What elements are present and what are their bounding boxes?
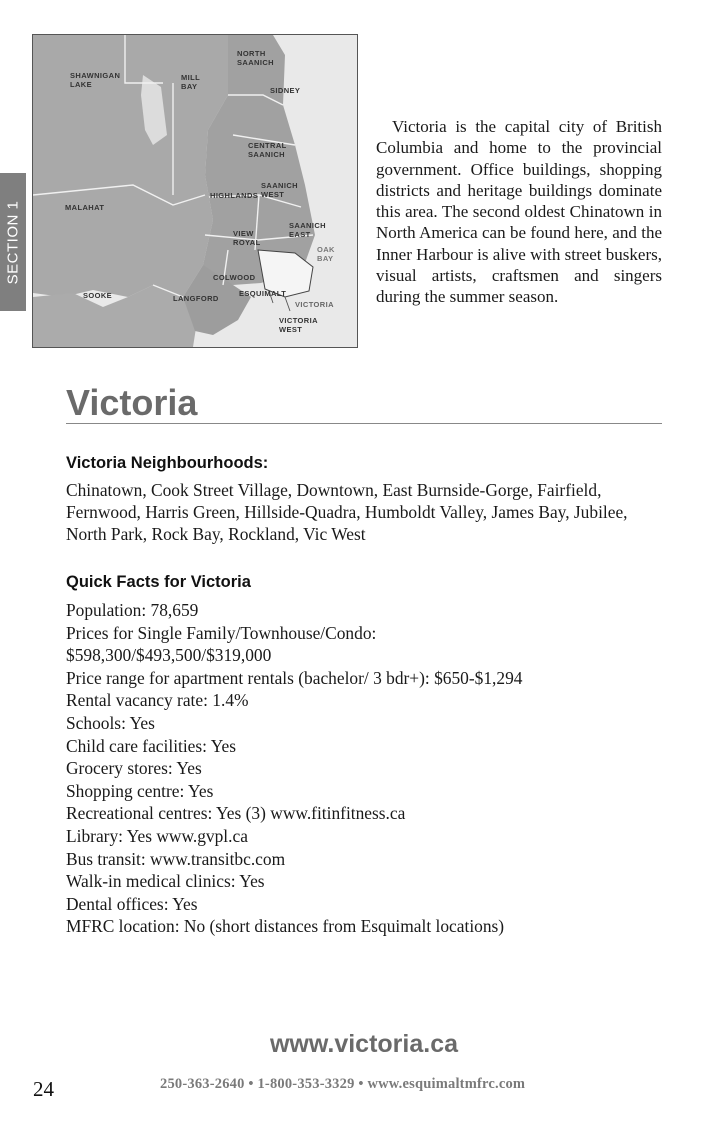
fact-item: Recreational centres: Yes (3) www.fitinfitness.ca <box>66 803 406 824</box>
fact-item: Price range for apartment rentals (bachelor/ 3 bdr+): $650-$1,294 <box>66 667 523 688</box>
fact-item: Shopping centre: Yes <box>66 780 214 801</box>
section-tab-label: SECTION 1 <box>4 200 22 284</box>
title-divider <box>66 423 662 424</box>
map-label-langford: LANGFORD <box>173 294 219 303</box>
map-label-view-royal: VIEW ROYAL <box>233 229 261 247</box>
website-link[interactable]: www.victoria.ca <box>269 1030 459 1058</box>
map-label-saanich-east: SAANICH EAST <box>289 221 326 239</box>
map-label-victoria-west: VICTORIA WEST <box>279 316 318 334</box>
map-label-highlands: HIGHLANDS <box>210 191 259 200</box>
map-label-sooke: SOOKE <box>83 291 113 300</box>
map-label-esquimalt: ESQUIMALT <box>239 289 287 298</box>
fact-item: Grocery stores: Yes <box>66 758 202 779</box>
fact-item: Bus transit: www.transitbc.com <box>66 848 286 869</box>
fact-item: Prices for Single Family/Townhouse/Condo: <box>66 622 377 643</box>
quick-facts-heading: Quick Facts for Victoria <box>66 573 251 591</box>
fact-item: Rental vacancy rate: 1.4% <box>66 690 249 711</box>
fact-item: $598,300/$493,500/$319,000 <box>66 645 272 666</box>
footer-contact: 250-363-2640 • 1-800-353-3329 • www.esquimaltmfrc.com <box>160 1076 526 1092</box>
fact-item: Library: Yes www.gvpl.ca <box>66 825 248 846</box>
quick-facts-list <box>66 599 666 938</box>
map-label-colwood: COLWOOD <box>213 273 256 282</box>
neighbourhoods-list: Chinatown, Cook Street Village, Downtown, East Burnside-Gorge, Fairfield, Fernwood, Harris Green, Hillside-Quadra, Humboldt Valley, James Bay, Jubilee, North Park, Rock Bay, Rockland, Vic West <box>66 480 628 544</box>
map-label-malahat: MALAHAT <box>65 203 105 212</box>
fact-item: Population: 78,659 <box>66 600 199 620</box>
region-map <box>32 34 358 348</box>
section-tab <box>0 173 26 311</box>
page-number: 24 <box>33 1077 54 1101</box>
map-label-north-saanich: NORTH SAANICH <box>237 49 274 67</box>
page-title: Victoria <box>66 382 198 423</box>
map-label-victoria: VICTORIA <box>295 300 334 309</box>
map-label-oak-bay: OAK BAY <box>317 245 335 263</box>
intro-paragraph: Victoria is the capital city of British Columbia and home to the provincial government. Office buildings, shopping districts and heritage buildings dominate this area. The second oldest Chinatown in North America can be found here, and the Inner Harbour is alive with street buskers, visual artists, craftsmen and singers during the summer season. <box>376 117 662 307</box>
neighbourhoods-heading: Victoria Neighbourhoods: <box>66 454 269 472</box>
fact-item: Schools: Yes <box>66 712 155 733</box>
map-label-sidney: SIDNEY <box>270 86 301 95</box>
map-label-mill-bay: MILL BAY <box>181 73 201 91</box>
map-label-saanich-west: SAANICH WEST <box>261 181 298 199</box>
fact-item: Walk-in medical clinics: Yes <box>66 871 265 892</box>
fact-item: Child care facilities: Yes <box>66 735 237 756</box>
map-label-shawnigan-lake: SHAWNIGAN LAKE <box>70 71 121 89</box>
map-label-central-saanich: CENTRAL SAANICH <box>248 141 287 159</box>
fact-item: Dental offices: Yes <box>66 893 198 914</box>
fact-item: MFRC location: No (short distances from Esquimalt locations) <box>66 916 505 937</box>
